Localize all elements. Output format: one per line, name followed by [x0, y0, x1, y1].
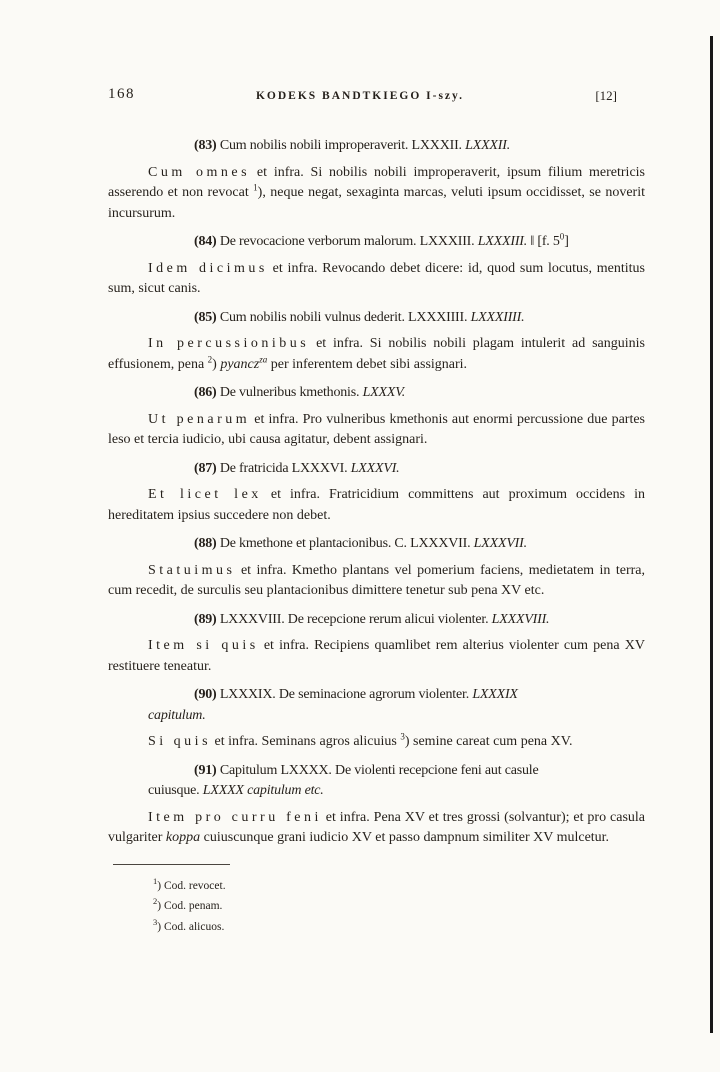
paragraph-text: et infra. Revocando debet dicere: id, quod sum locutus, mentitus sum, sicut canis.	[108, 260, 645, 296]
footnotes	[108, 876, 645, 938]
paragraph-text: et infra. Si nobilis nobili plagam intulerit ad sanguinis effusionem, pena	[108, 336, 645, 372]
heading-title: cuiusque.	[148, 783, 203, 798]
footnote-ref-2: 2	[207, 353, 213, 364]
bracket-issue-number: [12]	[595, 88, 617, 103]
paragraph-text: )	[212, 356, 221, 372]
heading-roman-italic: LXXXVI.	[350, 460, 400, 476]
heading-number: (90)	[194, 687, 217, 702]
paragraph-lead: Cum omnes	[148, 164, 251, 180]
heading-title: LXXXIX. De seminacione agrorum violenter.	[216, 687, 473, 702]
heading-entry-91	[108, 761, 645, 802]
heading-number: (88)	[194, 536, 217, 551]
heading-roman-italic: capitulum.	[148, 707, 206, 723]
heading-roman-italic: LXXXII.	[465, 138, 511, 153]
paragraph-lead: Idem dicimus	[148, 260, 268, 276]
folio-mark: ]	[564, 234, 569, 249]
footnote-text: ) Cod. revocet.	[157, 879, 226, 892]
heading-entry-86	[108, 383, 645, 404]
heading-roman-italic: LXXXV.	[362, 385, 406, 400]
paragraph-entry-83	[108, 163, 645, 225]
footnote-text: ) Cod. alicuos.	[157, 920, 225, 933]
footnote-text: ) Cod. penam.	[157, 900, 223, 912]
footnote-ref-1: 1	[253, 182, 258, 193]
paragraph-entry-86	[108, 410, 645, 451]
paragraph-entry-84	[108, 259, 645, 300]
paragraph-text: et infra. Seminans agros alicuius	[211, 734, 401, 749]
heading-number: (85)	[194, 309, 217, 325]
paragraph-text: et infra. Pena XV et tres grossi (solvantur); et pro casula vulgariter	[108, 809, 645, 845]
paragraph-text: per inferentem debet sibi assignari.	[267, 356, 468, 372]
folio-superscript: 0	[559, 231, 565, 242]
heading-title: De kmethone et plantacionibus. C. LXXXVII.	[216, 536, 474, 551]
heading-roman-italic: LXXXIII.	[477, 234, 528, 249]
paragraph-text: ), neque negat, sexaginta marcas, veluti ipsum occidisset, se noverit incursurum.	[108, 185, 645, 221]
heading-title: De fratricida LXXXVI.	[216, 460, 351, 476]
paragraph-entry-90	[108, 732, 645, 753]
heading-number: (91)	[194, 762, 217, 778]
scan-edge-line	[710, 36, 713, 1033]
vernacular-term: pyancz	[220, 356, 260, 372]
heading-title: De vulneribus kmethonis.	[216, 385, 363, 400]
heading-title: Capitulum LXXXX. De violenti recepcione feni aut casule	[216, 762, 539, 778]
heading-entry-83	[108, 136, 645, 157]
footnote-marker: 1	[153, 875, 158, 886]
paragraph-lead: In percussionibus	[148, 336, 310, 351]
paragraph-lead: Ut penarum	[148, 411, 251, 427]
heading-title: Cum nobilis nobili improperaverit. LXXXII.	[216, 138, 466, 153]
heading-entry-87	[108, 459, 645, 480]
vernacular-term: koppa	[165, 830, 201, 845]
paragraph-entry-88	[108, 561, 645, 602]
heading-entry-84	[108, 232, 645, 253]
folio-mark: ‖ [f. 5	[527, 234, 560, 249]
heading-title: Cum nobilis nobili vulnus dederit. LXXXIIII.	[216, 309, 471, 325]
footnote-marker: 3	[153, 916, 158, 927]
heading-number: (89)	[194, 611, 217, 627]
paragraph-text: cuiuscunque grani iudicio XV et passo dampnum similiter XV mulcetur.	[200, 830, 610, 845]
heading-roman-italic: LXXXIIII.	[470, 309, 525, 325]
heading-entry-85	[108, 308, 645, 329]
heading-entry-88	[108, 534, 645, 555]
paragraph-entry-89	[108, 636, 645, 677]
heading-number: (84)	[194, 234, 217, 249]
footnote-2	[153, 896, 645, 917]
term-superscript: za	[259, 353, 268, 364]
paragraph-text: ) semine careat cum pena XV.	[404, 734, 573, 749]
heading-roman-italic: LXXXVIII.	[491, 611, 550, 627]
paragraph-lead: Si quis	[148, 734, 212, 749]
paragraph-text: et infra. Pro vulneribus kmethonis aut enormi percussione due partes leso et tercia iudicio, ubi causa agitatur, debent assignari.	[108, 411, 646, 447]
heading-roman-italic: LXXXVII.	[473, 536, 527, 551]
paragraph-lead: Et licet lex	[148, 487, 262, 502]
paragraph-text: et infra. Recipiens quamlibet rem alterius violenter cum pena XV restituere teneatur.	[108, 638, 645, 674]
heading-roman-italic: LXXXX capitulum etc.	[202, 783, 324, 798]
heading-entry-89	[108, 610, 645, 631]
paragraph-lead: Statuimus	[148, 562, 236, 578]
paragraph-lead: Item pro curru feni	[148, 809, 322, 825]
heading-number: (87)	[194, 460, 217, 476]
paragraph-entry-85	[108, 334, 645, 375]
paragraph-text: et infra. Si nobilis nobili improperaverit, ipsum filium meretricis asserendo et non revocat	[108, 164, 645, 200]
paragraph-lead: Item si quis	[148, 638, 259, 653]
paragraph-text: et infra. Fratricidium committens aut proximum occidens in hereditatem ipsius succedere non debet.	[108, 487, 645, 523]
heading-number: (86)	[194, 385, 217, 400]
heading-title: De revocacione verborum malorum. LXXXIII.	[216, 234, 478, 249]
footnote-ref-3: 3	[400, 731, 405, 742]
footnote-marker: 2	[153, 896, 158, 907]
footnote-separator	[113, 864, 230, 865]
running-title: KODEKS BANDTKIEGO I-szy.	[255, 90, 465, 102]
footnote-1	[153, 876, 645, 897]
page-body	[108, 128, 645, 937]
paragraph-text: et infra. Kmetho plantans vel pomerium faciens, medietatem in terra, cum recedit, de surculis seu plantacionibus dimittere tenetur sub pena XV etc.	[108, 562, 645, 598]
footnote-3	[153, 917, 645, 938]
page-number: 168	[108, 86, 135, 102]
heading-number: (83)	[194, 138, 217, 153]
paragraph-entry-87	[108, 485, 645, 526]
heading-title: LXXXVIII. De recepcione rerum alicui violenter.	[216, 611, 492, 627]
paragraph-entry-91	[108, 808, 645, 849]
heading-entry-90	[108, 685, 645, 726]
heading-roman-italic: LXXXIX	[472, 687, 518, 702]
